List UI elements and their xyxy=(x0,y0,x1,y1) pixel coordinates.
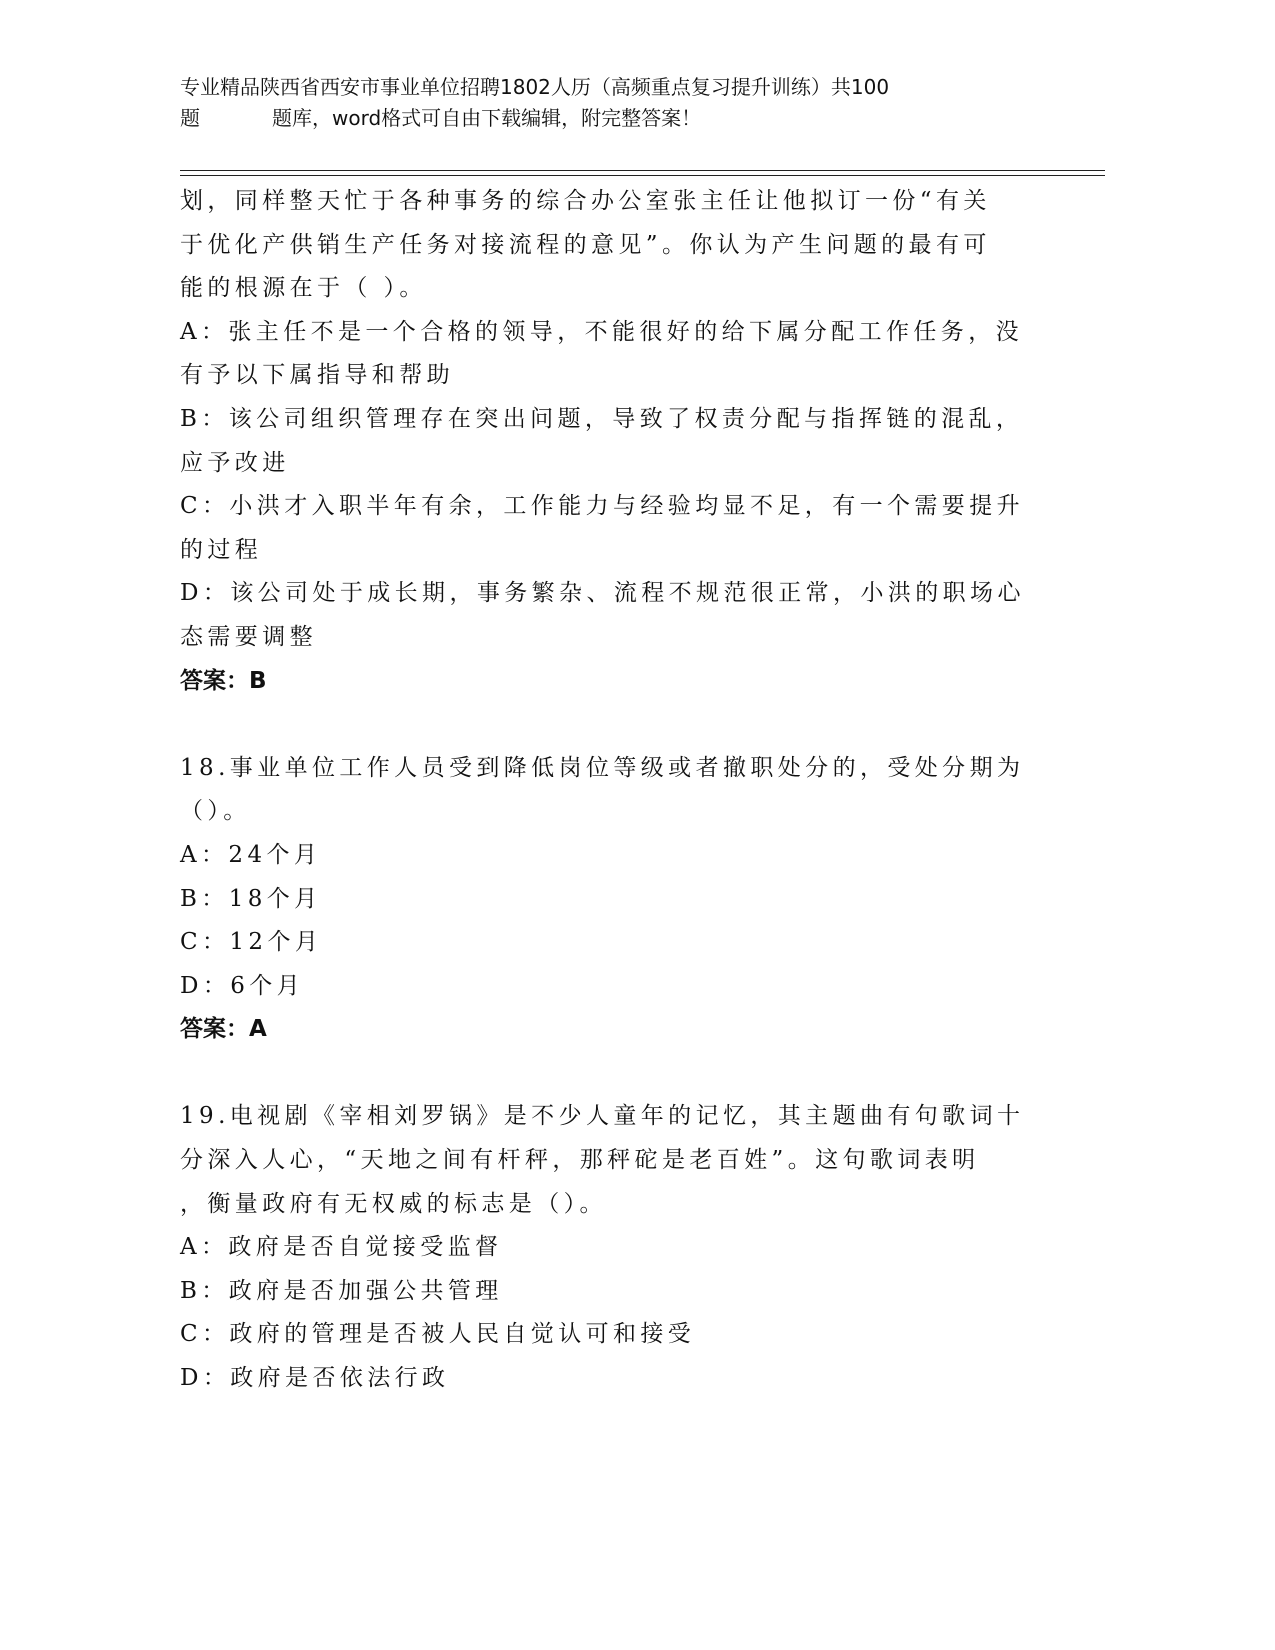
header-fragment: 题库，word格式可自由下载编辑，附完整答案！ xyxy=(272,106,702,130)
option-d-cont: 态需要调整 xyxy=(180,623,317,650)
option-d: D：该公司处于成长期，事务繁杂、流程不规范很正常，小洪的职场心 xyxy=(180,580,1025,607)
document-header xyxy=(180,72,1120,134)
option-b: B：政府是否加强公共管理 xyxy=(180,1277,503,1304)
header-line-2 xyxy=(180,103,1120,134)
option-a: A：政府是否自觉接受监督 xyxy=(180,1234,503,1261)
answer: 答案：A xyxy=(180,1016,267,1043)
option-c: C：小洪才入职半年有余，工作能力与经验均显不足，有一个需要提升 xyxy=(180,493,1024,520)
option-a: A：24个月 xyxy=(180,841,322,868)
header-line-1: 专业精品陕西省西安市事业单位招聘1802人历（高频重点复习提升训练）共100 xyxy=(180,75,890,99)
question-stem-line: ，衡量政府有无权威的标志是（）。 xyxy=(180,1190,607,1217)
option-b: B：该公司组织管理存在突出问题，导致了权责分配与指挥链的混乱， xyxy=(180,405,1024,432)
question-stem-line: 分深入人心，“天地之间有杆秤，那秤砣是老百姓”。这句歌词表明 xyxy=(180,1147,980,1174)
option-a-cont: 有予以下属指导和帮助 xyxy=(180,362,454,389)
answer: 答案：B xyxy=(180,667,267,694)
question-18 xyxy=(180,747,1060,1052)
option-d: D：6个月 xyxy=(180,972,305,999)
question-stem-line: 能的根源在于（ ）。 xyxy=(180,275,427,302)
question-stem-line: （）。 xyxy=(180,798,251,825)
question-stem-line: 划，同样整天忙于各种事务的综合办公室张主任让他拟订一份“有关 xyxy=(180,188,991,214)
question-stem-line: 于优化产供销生产任务对接流程的意见”。你认为产生问题的最有可 xyxy=(180,231,991,258)
option-c: C：政府的管理是否被人民自觉认可和接受 xyxy=(180,1321,696,1348)
option-b-cont: 应予改进 xyxy=(180,449,290,476)
option-c-cont: 的过程 xyxy=(180,536,263,563)
option-d: D：政府是否依法行政 xyxy=(180,1365,450,1392)
question-17 xyxy=(180,180,1060,703)
option-c: C：12个月 xyxy=(180,929,323,956)
header-rule-bottom xyxy=(180,175,1105,176)
header-rule-top xyxy=(180,170,1105,171)
option-a: A：张主任不是一个合格的领导，不能很好的给下属分配工作任务，没 xyxy=(180,318,1024,345)
question-19 xyxy=(180,1095,1060,1400)
option-b: B：18个月 xyxy=(180,885,322,912)
document-body xyxy=(180,180,1060,1401)
question-stem-line: 18.事业单位工作人员受到降低岗位等级或者撤职处分的，受处分期为 xyxy=(180,754,1025,781)
header-fragment: 题 xyxy=(180,106,200,130)
question-stem-line: 19.电视剧《宰相刘罗锅》是不少人童年的记忆，其主题曲有句歌词十 xyxy=(180,1103,1025,1130)
